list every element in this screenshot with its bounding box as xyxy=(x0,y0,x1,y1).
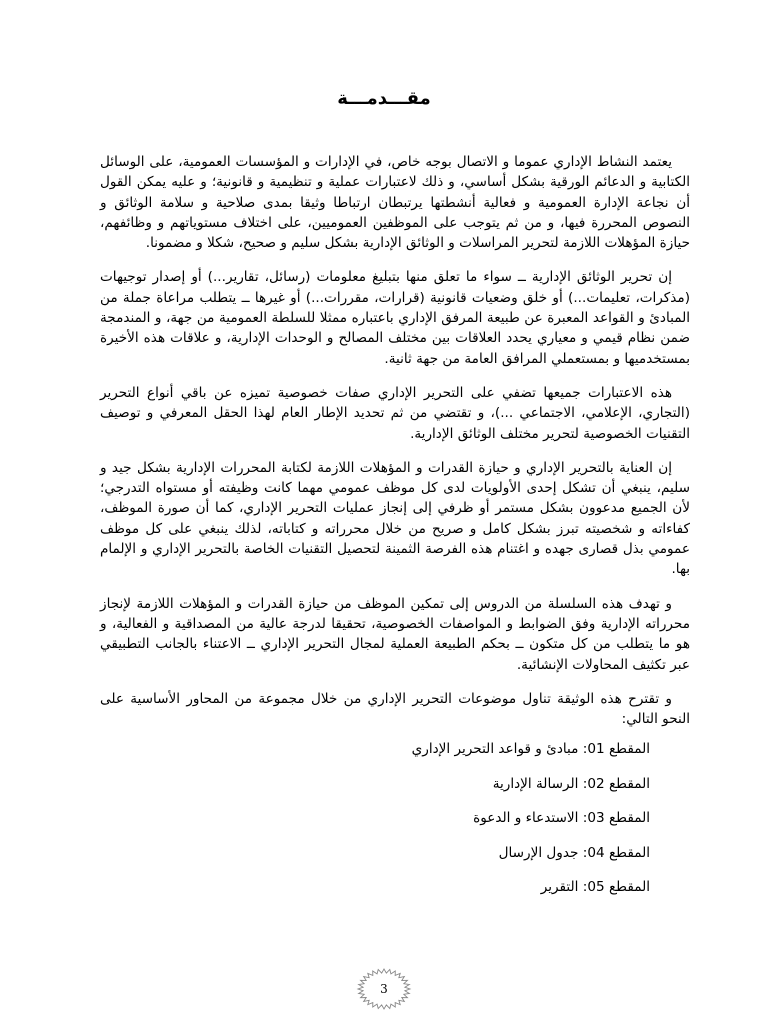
page-number: 3 xyxy=(380,982,388,996)
list-item: المقطع 05: التقرير xyxy=(540,879,650,896)
list-item: المقطع 02: الرسالة الإدارية xyxy=(492,775,650,792)
list-item: المقطع 04: جدول الإرسال xyxy=(498,844,650,861)
paragraph: هذه الاعتبارات جميعها تضفي على التحرير الإداري صفات خصوصية تميزه عن باقي أنواع التحرير (التجاري، الإعلامي، الاجتماعي ...)، و تقتضي من ثم تحديد الإطار العام لهذا الحقل المعرفي و توصيف التقنيات الخصوصية لتحرير مختلف الوثائق الإدارية. xyxy=(100,384,690,442)
list-item: المقطع 03: الاستدعاء و الدعوة xyxy=(473,810,650,827)
paragraph: إن العناية بالتحرير الإداري و حيازة القدرات و المؤهلات اللازمة لكتابة المحررات الإدارية بشكل جيد و سليم، ينبغي أن تشكل إحدى الأولويات لدى كل موظف عمومي مهما كانت وظيفته أو مستواه التدرجي؛ لأن الجميع مدعوون بشكل مستمر أو ظرفي إلى إنجاز عمليات التحرير الإداري، كما أن صورة الموظف، كفاءاته و شخصيته تبرز بشكل كامل و صريح من خلال محرراته و كتاباته، لذلك ينبغي على كل موظف عمومي بذل قصارى جهده و اغتنام هذه الفرصة الثمينة لتحصيل التقنيات الخاصة بالتحرير الإداري و الإلمام بها. xyxy=(100,459,690,578)
list-item: المقطع 01: مبادئ و قواعد التحرير الإداري xyxy=(411,741,650,758)
paragraph: و تقترح هذه الوثيقة تناول موضوعات التحرير الإداري من خلال مجموعة من المحاور الأساسية على النحو التالي: xyxy=(100,690,690,728)
paragraph: إن تحرير الوثائق الإدارية ــ سواء ما تعلق منها بتبليغ معلومات (رسائل، تقارير...) أو إصدار توجيهات (مذكرات، تعليمات...) أو خلق وضعيات قانونية (قرارات، مقررات...) أو غيرها ــ يتطلب مراعاة جملة من المبادئ و القواعد المعبرة عن طبيعة المرفق الإداري باعتباره ممثلا للسلطة العمومية من جهة، و المندمجة ضمن نظام قيمي و معياري يحدد العلاقات بين مختلف المصالح و الوحدات الإدارية، و علاقات هذه الأخيرة بمستخدميها و بمستعملي المرافق العامة من جهة ثانية. xyxy=(100,269,690,367)
paragraph: يعتمد النشاط الإداري عموما و الاتصال بوجه خاص، في الإدارات و المؤسسات العمومية، على الوسائل الكتابية و الدعائم الورقية بشكل أساسي، و ذلك لاعتبارات عملية و تنظيمية و قانونية؛ و عليه يمكن القول أن نجاعة الإدارة العمومية و فعالية أنشطتها يرتبطان ارتباطا وثيقا بمدى صلاحية و سلامة الوثائق و النصوص المحررة فيها، و من ثم يتوجب على الموظفين العموميين، على اختلاف مستوياتهم و وظائفهم، حيازة المؤهلات اللازمة لتحرير المراسلات و الوثائق الإدارية بشكل سليم و صحيح، شكلا و مضمونا. xyxy=(100,154,690,252)
body-text xyxy=(100,152,690,912)
page-number-badge xyxy=(356,967,412,1011)
sections-list xyxy=(100,739,690,912)
paragraph: و تهدف هذه السلسلة من الدروس إلى تمكين الموظف من حيازة القدرات و المؤهلات اللازمة لإنجاز محرراته الإدارية وفق الضوابط و المواصفات الخصوصية، تحقيقا لدرجة عالية من المصداقية و الفعالية، و هو ما يتطلب من كل متكون ــ بحكم الطبيعة العملية لمجال التحرير الإداري ــ الاعتناء بالجانب التطبيقي عبر تكثيف المحاولات الإنشائية. xyxy=(100,595,690,673)
page-title: مقـــدمـــة xyxy=(337,88,431,109)
